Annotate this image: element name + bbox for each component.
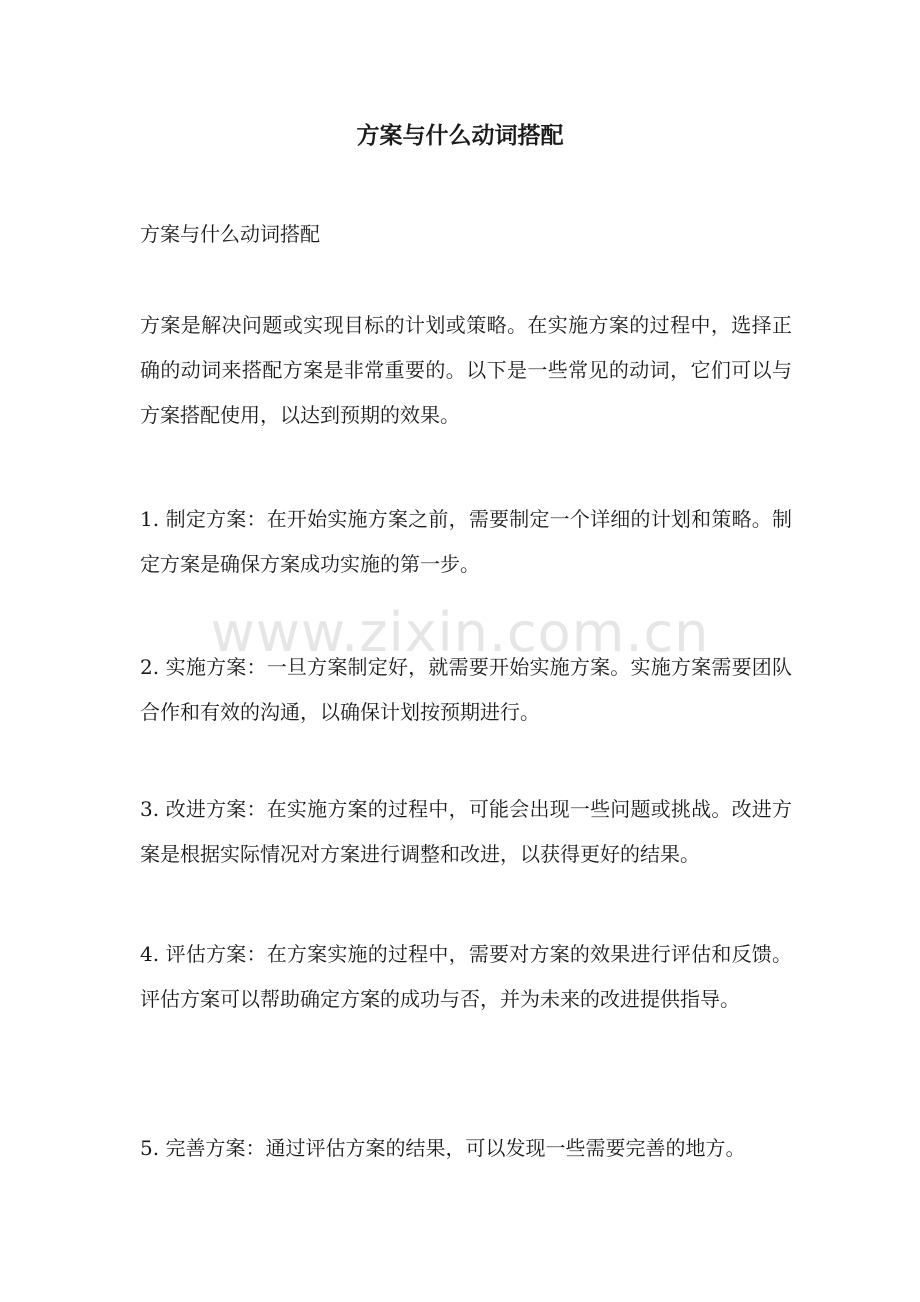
document-subtitle: 方案与什么动词搭配 bbox=[140, 222, 320, 246]
list-item: 1. 制定方案：在开始实施方案之前，需要制定一个详细的计划和策略。制定方案是确保方案成功实施的第一步。 bbox=[140, 507, 792, 576]
intro-paragraph: 方案是解决问题或实现目标的计划或策略。在实施方案的过程中，选择正确的动词来搭配方案是非常重要的。以下是一些常见的动词，它们可以与方案搭配使用，以达到预期的效果。 bbox=[140, 313, 792, 427]
list-item: 3. 改进方案：在实施方案的过程中，可能会出现一些问题或挑战。改进方案是根据实际情况对方案进行调整和改进，以获得更好的结果。 bbox=[140, 797, 792, 866]
list-item: 5. 完善方案：通过评估方案的结果，可以发现一些需要完善的地方。 bbox=[140, 1136, 746, 1160]
watermark: www.zixin.com.cn bbox=[210, 601, 710, 664]
list-item: 4. 评估方案：在方案实施的过程中，需要对方案的效果进行评估和反馈。评估方案可以帮助确定方案的成功与否，并为未来的改进提供指导。 bbox=[140, 942, 792, 1011]
document-title: 方案与什么动词搭配 bbox=[356, 123, 564, 149]
list-item: 2. 实施方案：一旦方案制定好，就需要开始实施方案。实施方案需要团队合作和有效的沟通，以确保计划按预期进行。 bbox=[140, 655, 792, 724]
